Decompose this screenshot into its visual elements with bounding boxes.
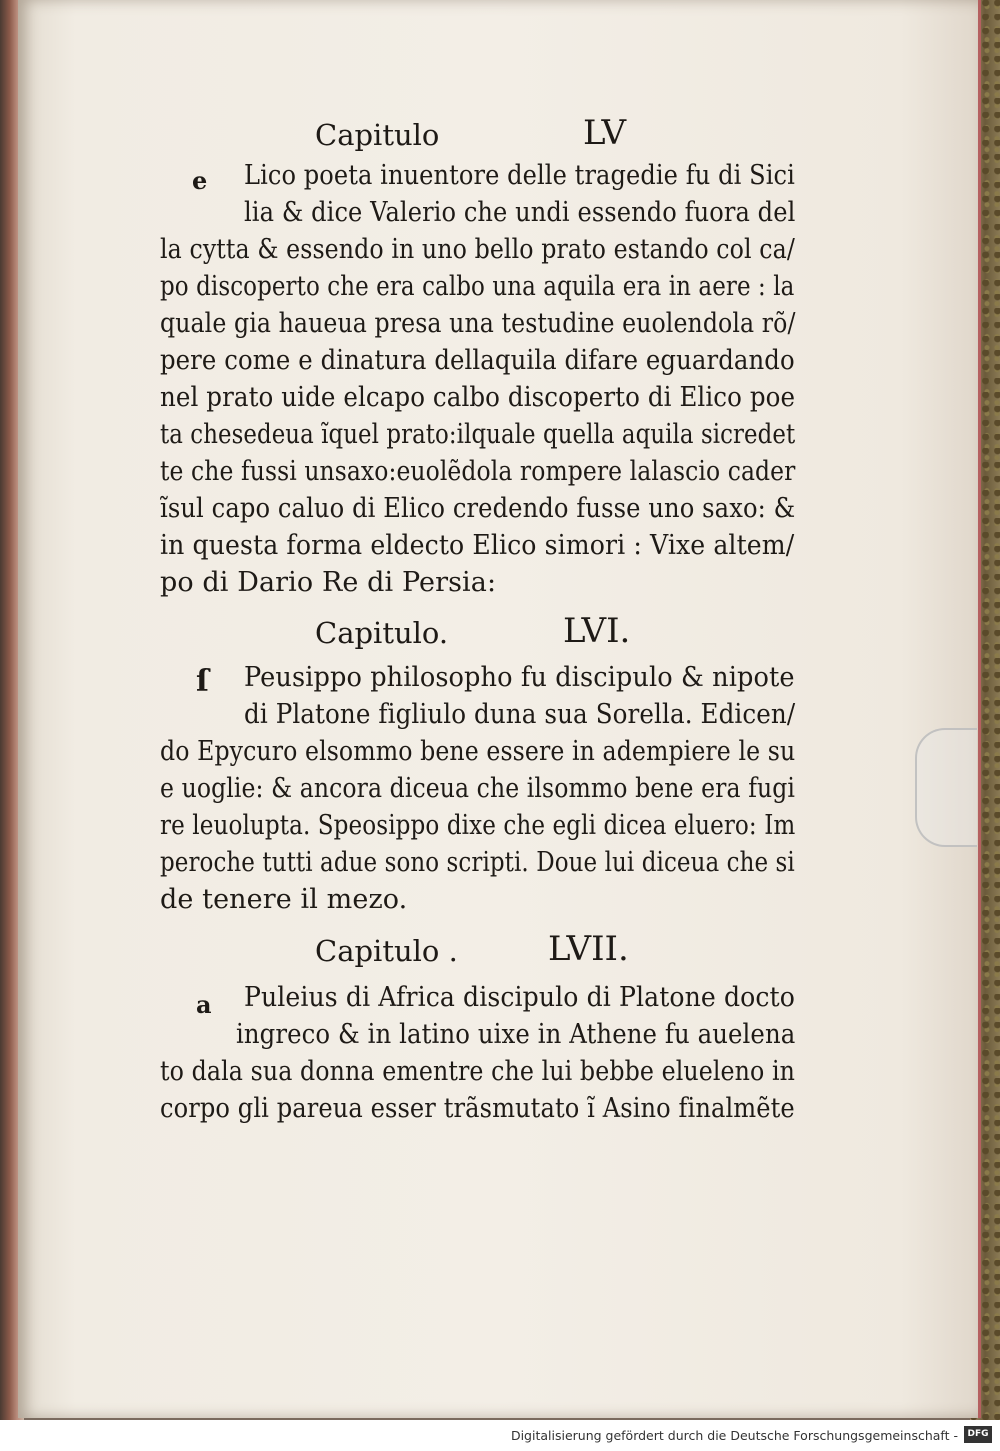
text-line: peroche tutti adue sono scripti. Doue lui diceua che si — [160, 847, 795, 878]
text-line: e uoglie: & ancora diceua che ilsommo bene era fugi — [160, 773, 796, 804]
text-line: de tenere il mezo. — [160, 884, 408, 915]
chapter-numeral: LVII. — [548, 929, 629, 969]
chapter-heading — [315, 934, 458, 968]
text-line: Lico poeta inuentore delle tragedie fu di Sici — [244, 160, 795, 191]
text-line: in questa forma eldecto Elico simori : Vixe altem/ — [160, 530, 795, 561]
text-line: re leuolupta. Speosippo dixe che egli dicea eluero: Im — [160, 810, 796, 841]
text-line: pere come e dinatura dellaquila difare eguardando — [160, 345, 795, 376]
text-line: quale gia haueua presa una testudine euolendola rõ/ — [160, 308, 796, 339]
guide-letter: e — [192, 166, 208, 195]
text-line: lia & dice Valerio che undi essendo fuora del — [244, 197, 796, 228]
text-line: te che fussi unsaxo:euolẽdola rompere lalascio cader — [160, 456, 796, 487]
text-line: ta chesedeua ĩquel prato:ilquale quella aquila sicredet — [160, 419, 796, 450]
text-line: do Epycuro elsommo bene essere in adempiere le su — [160, 736, 796, 767]
chapter-numeral: LV — [583, 113, 627, 153]
chapter-label: Capitulo — [315, 118, 440, 152]
text-line: ĩsul capo caluo di Elico credendo fusse uno saxo: & — [160, 493, 796, 524]
funding-credit: Digitalisierung gefördert durch die Deutsche Forschungsgemeinschaft - — [510, 1428, 958, 1443]
guide-letter: a — [196, 990, 212, 1019]
text-line: po di Dario Re di Persia: — [160, 567, 497, 598]
text-line: po discoperto che era calbo una aquila era in aere : la — [160, 271, 795, 302]
text-line: di Platone figliulo duna sua Sorella. Edicen/ — [244, 699, 796, 730]
text-line: to dala sua donna ementre che lui bebbe elueleno in — [160, 1056, 795, 1087]
text-line: nel prato uide elcapo calbo discoperto di Elico poe — [160, 382, 796, 413]
text-line: corpo gli pareua esser trãsmutato ĩ Asino finalmẽte — [160, 1093, 795, 1124]
dfg-logo: DFG — [964, 1426, 992, 1443]
text-line: Puleius di Africa discipulo di Platone docto — [244, 982, 795, 1013]
text-line: ingreco & in latino uixe in Athene fu auelena — [236, 1019, 796, 1050]
chapter-label: Capitulo . — [315, 934, 458, 968]
text-line: Peusippo philosopho fu discipulo & nipote — [244, 662, 795, 693]
guide-letter: ſ — [196, 664, 209, 699]
text-line: la cytta & essendo in uno bello prato estando col ca/ — [160, 234, 795, 265]
chapter-heading — [315, 616, 448, 650]
chapter-numeral: LVI. — [563, 611, 631, 651]
chapter-label: Capitulo. — [315, 616, 449, 650]
digitization-footer — [0, 1420, 1000, 1451]
chapter-heading — [315, 118, 439, 152]
